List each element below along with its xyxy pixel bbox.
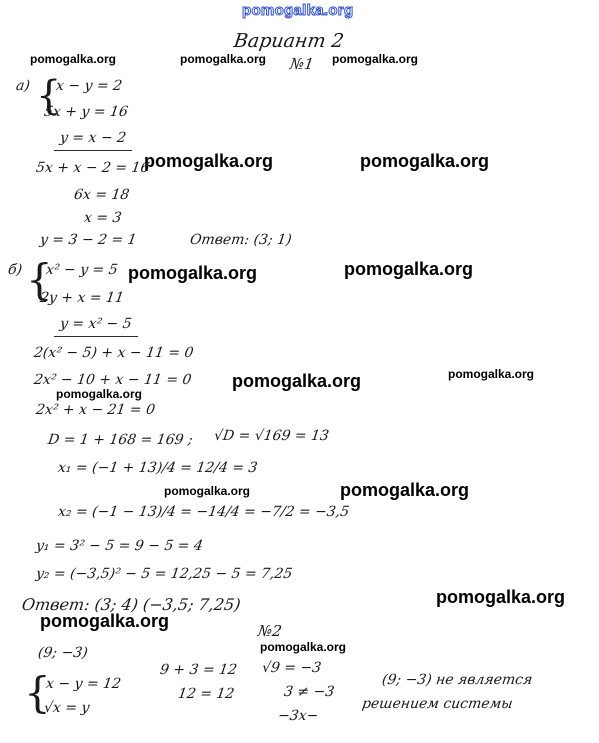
- watermark-small-4: pomogalka.org: [448, 367, 535, 381]
- task2-heading: №2: [256, 622, 284, 640]
- task2-check3: √9 = −3: [260, 660, 323, 676]
- task2-conclusion-2: решением системы: [360, 696, 514, 712]
- task2-check4: 3 ≠ −3: [282, 684, 336, 700]
- task1-heading: №1: [288, 55, 316, 73]
- underline-b1: [54, 336, 138, 337]
- task2-point: (9; −3): [36, 645, 89, 661]
- task2-eq2: √x = y: [42, 700, 91, 716]
- watermark-small-6: pomogalka.org: [164, 484, 251, 498]
- part-b-answer: Ответ: (3; 4) (−3,5; 7,25): [20, 595, 242, 614]
- part-b-step7: x₂ = (−1 − 13)/4 = −14/4 = −7/2 = −3,5: [56, 504, 351, 520]
- part-b-step5b: √D = √169 = 13: [212, 428, 330, 444]
- variant-heading: Вариант 2: [232, 30, 346, 52]
- system-brace-a: {: [36, 73, 62, 119]
- part-b-step1: y = x² − 5: [58, 316, 133, 332]
- part-b-step3: 2x² − 10 + x − 11 = 0: [32, 372, 193, 388]
- watermark-small-5: pomogalka.org: [56, 387, 143, 401]
- watermark-big-8: pomogalka.org: [40, 611, 170, 631]
- task2-eq1: x − y = 12: [44, 676, 123, 692]
- part-b-step6: x₁ = (−1 + 13)/4 = 12/4 = 3: [56, 460, 259, 476]
- part-a-step4: x = 3: [82, 210, 123, 226]
- underline-a1: [54, 150, 132, 151]
- watermark-big-7: pomogalka.org: [436, 587, 566, 607]
- part-b-step4: 2x² + x − 21 = 0: [34, 402, 157, 418]
- watermark-big-4: pomogalka.org: [344, 259, 474, 279]
- watermark-small-3: pomogalka.org: [332, 52, 419, 66]
- part-b-step5: D = 1 + 168 = 169 ;: [46, 432, 194, 448]
- system-brace-b: {: [26, 255, 53, 304]
- task2-check2: 12 = 12: [176, 686, 236, 702]
- watermark-small-2: pomogalka.org: [180, 52, 267, 66]
- task2-check5: −3x−: [276, 708, 320, 724]
- task2-check1: 9 + 3 = 12: [158, 662, 239, 678]
- watermark-big-6: pomogalka.org: [340, 480, 470, 500]
- watermark-big-5: pomogalka.org: [232, 371, 362, 391]
- part-a-step2: 5x + x − 2 = 16: [34, 160, 151, 176]
- task2-conclusion-1: (9; −3) не является: [380, 672, 534, 688]
- watermark-big-1: pomogalka.org: [144, 151, 274, 171]
- watermark-big-2: pomogalka.org: [360, 151, 490, 171]
- watermark-top: pomogalka.org: [242, 2, 354, 19]
- system-brace-task2: {: [24, 668, 51, 717]
- part-a-eq2: 5x + y = 16: [42, 104, 129, 120]
- part-b-eq1: x² − y = 5: [44, 262, 119, 278]
- watermark-small-1: pomogalka.org: [30, 52, 117, 66]
- part-b-eq2: 2y + x = 11: [38, 290, 125, 306]
- watermark-big-3: pomogalka.org: [128, 263, 258, 283]
- part-b-label: б): [6, 262, 24, 278]
- part-b-step9: y₂ = (−3,5)² − 5 = 12,25 − 5 = 7,25: [34, 566, 294, 582]
- part-a-step3: 6x = 18: [72, 187, 131, 203]
- part-b-step8: y₁ = 3² − 5 = 9 − 5 = 4: [34, 538, 204, 554]
- part-a-step1: y = x − 2: [58, 130, 128, 146]
- watermark-small-7: pomogalka.org: [260, 640, 347, 654]
- part-a-step5: y = 3 − 2 = 1: [38, 232, 138, 248]
- part-a-answer: Ответ: (3; 1): [188, 232, 293, 248]
- part-b-step2: 2(x² − 5) + x − 11 = 0: [32, 345, 195, 361]
- part-a-label: а): [14, 78, 31, 94]
- part-a-eq1: x − y = 2: [54, 78, 124, 94]
